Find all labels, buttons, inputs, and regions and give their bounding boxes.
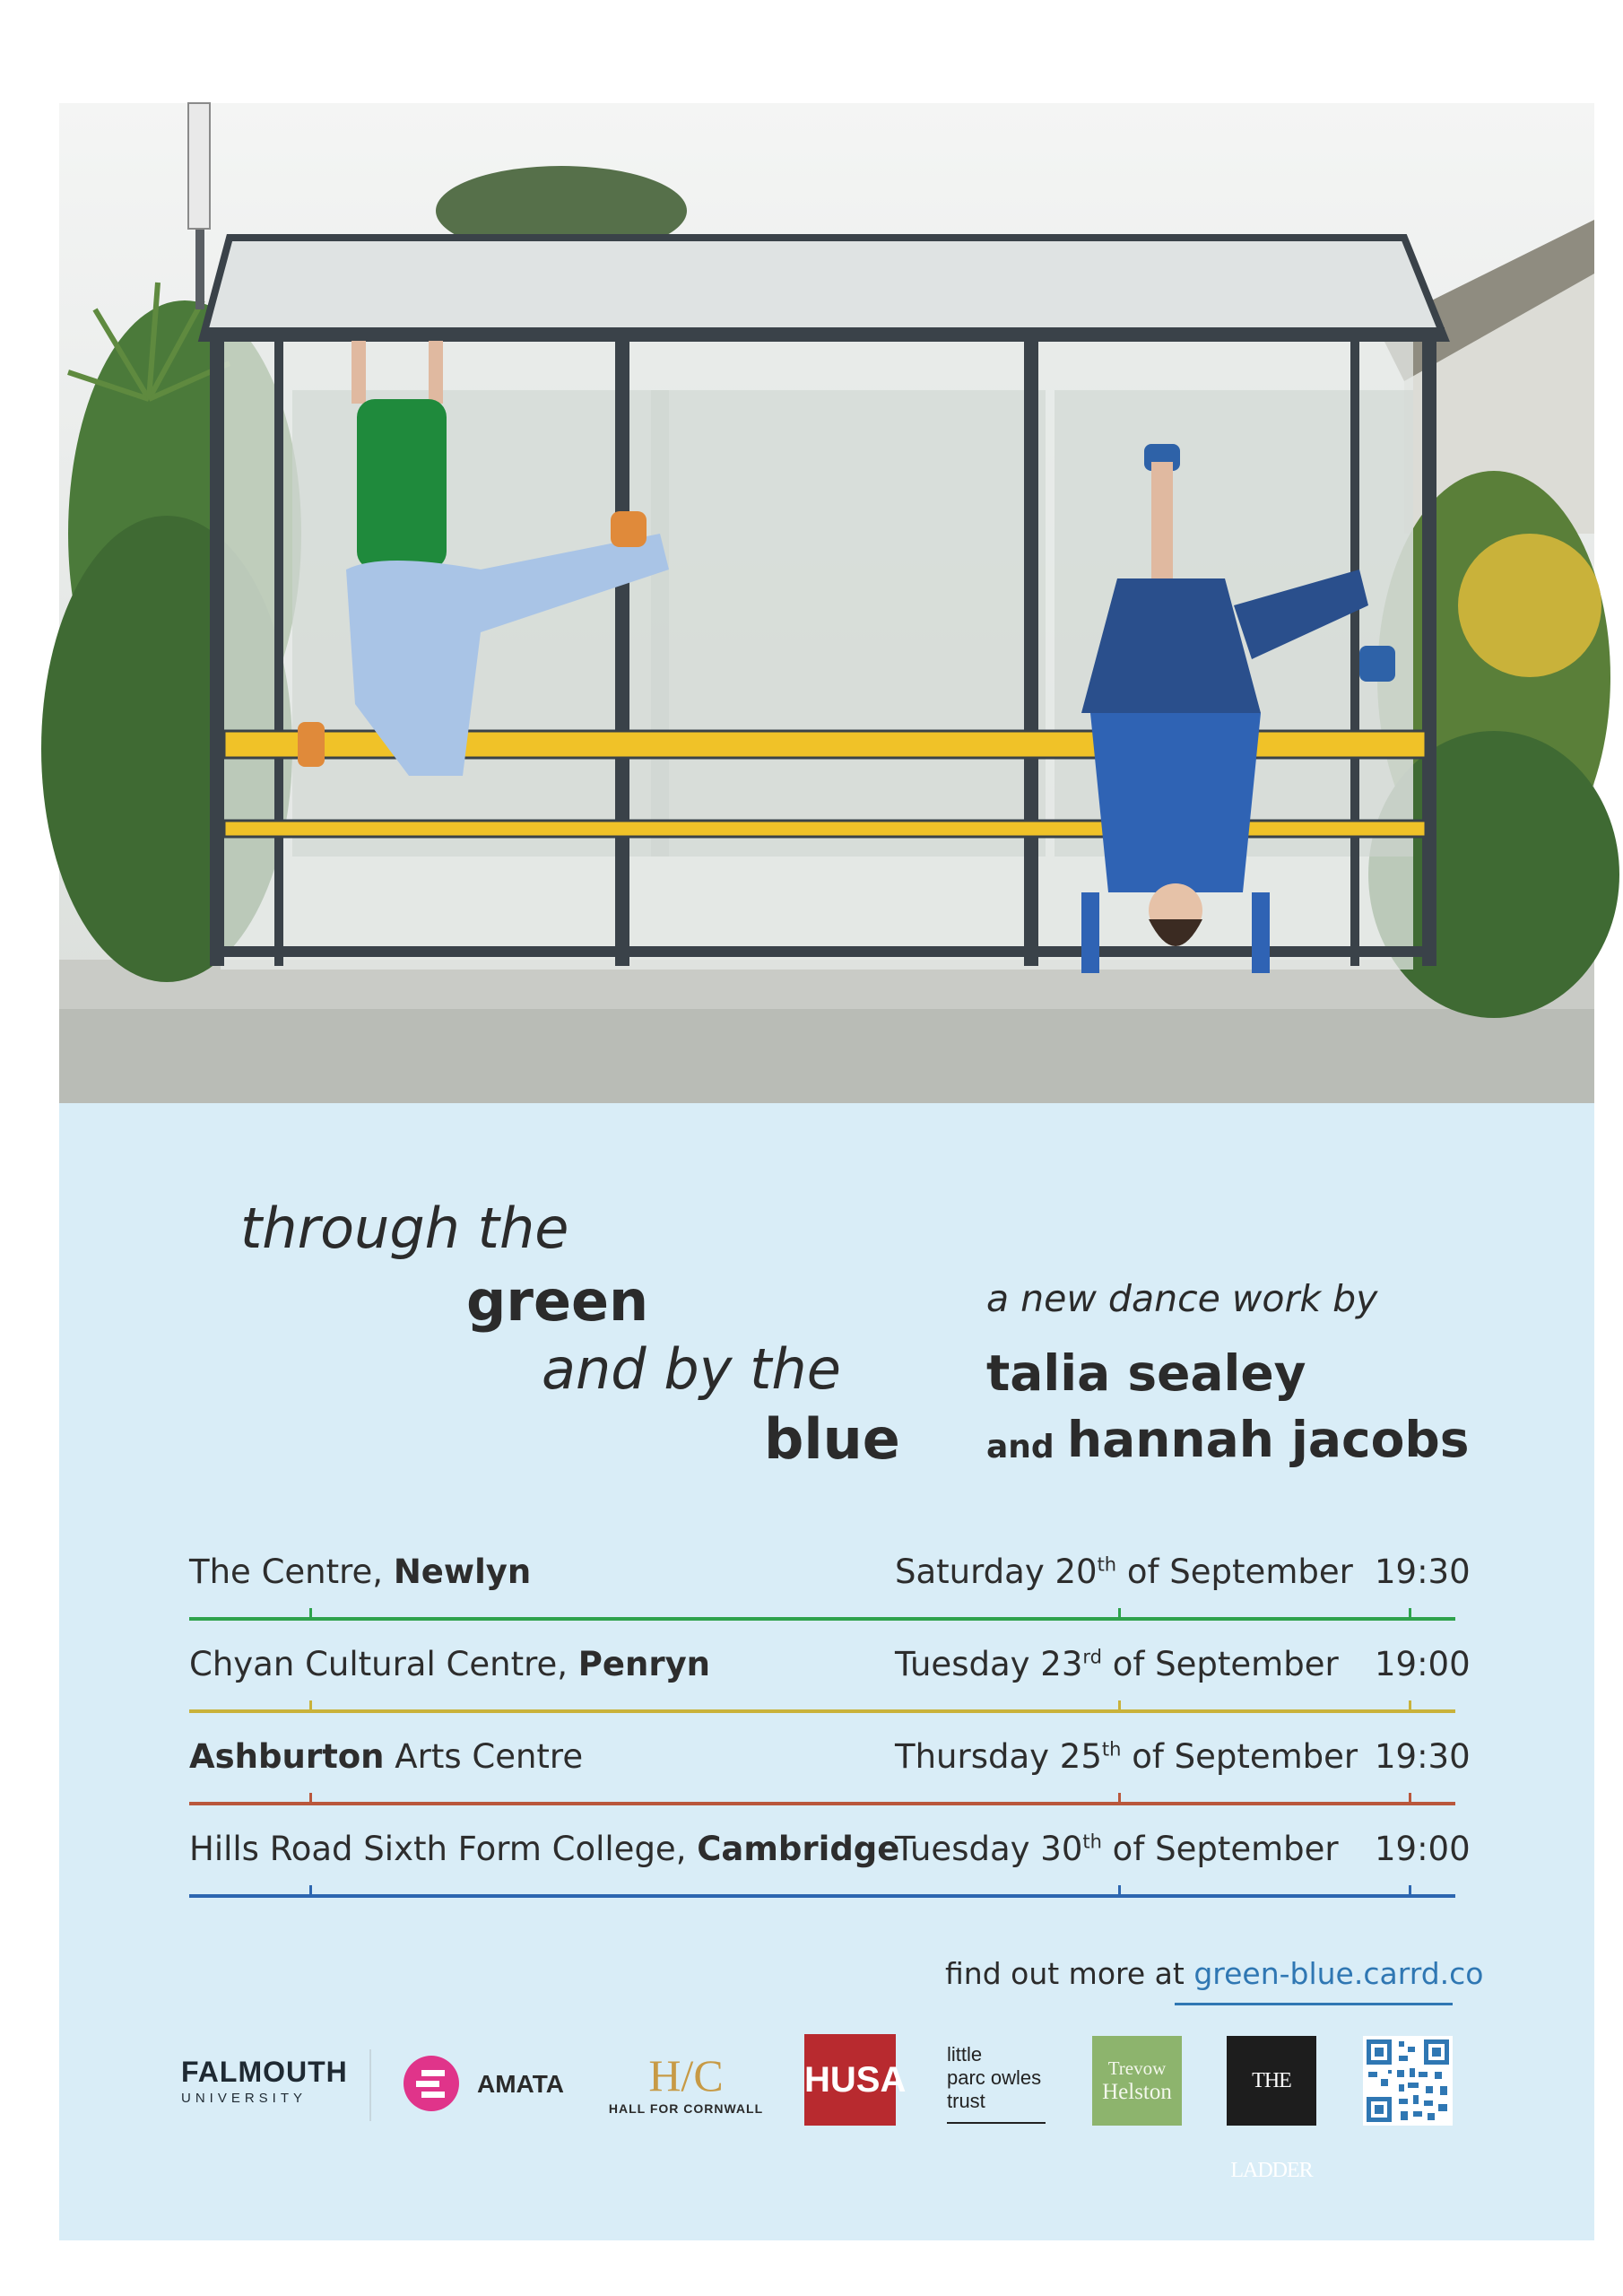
schedule-row: [189, 1737, 1471, 1811]
venue: Ashburton Arts Centre: [189, 1737, 584, 1776]
row-rule: [189, 1802, 1455, 1805]
logo-divider: [369, 2049, 371, 2121]
venue: Hills Road Sixth Form College, Cambridge: [189, 1830, 900, 1868]
little-parc-owles-trust-logo: little parc owles trust: [947, 2043, 1042, 2112]
venue: The Centre, Newlyn: [189, 1552, 532, 1591]
date: Thursday 25th of September: [895, 1737, 1358, 1776]
hero-photo: [59, 103, 1594, 1103]
time: 19:30: [1375, 1552, 1471, 1591]
row-rule: [189, 1617, 1455, 1621]
find-out-more-label: find out more at: [945, 1956, 1185, 1991]
title-line-3: and by the: [542, 1336, 841, 1402]
qr-code-icon[interactable]: [1363, 2036, 1453, 2126]
date: Saturday 20th of September: [895, 1552, 1353, 1591]
credit-conjunction: and: [986, 1429, 1055, 1465]
schedule-row: [189, 1830, 1471, 1903]
time: 19:00: [1375, 1645, 1471, 1683]
husa-logo: HUSA: [804, 2034, 896, 2126]
date: Tuesday 30th of September: [895, 1830, 1339, 1868]
credit-artist-1: talia sealey: [986, 1344, 1306, 1402]
falmouth-university-logo: FALMOUTH UNIVERSITY: [181, 2056, 348, 2106]
the-ladder-logo: THE LADDER: [1227, 2036, 1316, 2126]
hall-for-cornwall-logo: H/C HALL FOR CORNWALL: [608, 2050, 764, 2116]
time: 19:00: [1375, 1830, 1471, 1868]
row-rule: [189, 1894, 1455, 1898]
title-line-2: green: [466, 1268, 649, 1334]
date: Tuesday 23rd of September: [895, 1645, 1339, 1683]
trevow-helston-logo: Trevow Helston: [1092, 2036, 1182, 2126]
amata-icon: [402, 2054, 461, 2113]
venue: Chyan Cultural Centre, Penryn: [189, 1645, 711, 1683]
schedule-row: [189, 1645, 1471, 1718]
row-rule: [189, 1709, 1455, 1713]
credit-intro: a new dance work by: [986, 1277, 1378, 1320]
bus-shelter-illustration: [59, 103, 1594, 1103]
lpot-underline: [947, 2122, 1046, 2124]
credit-artist-2: hannah jacobs: [1067, 1411, 1470, 1468]
website-link[interactable]: green-blue.carrd.co: [1193, 1956, 1484, 1991]
title-line-4: blue: [764, 1406, 900, 1472]
amata-logo-text: AMATA: [477, 2070, 564, 2098]
title-line-1: through the: [240, 1196, 569, 1261]
schedule-row: [189, 1552, 1471, 1626]
time: 19:30: [1375, 1737, 1471, 1776]
find-out-more: [945, 1956, 1483, 1991]
link-underline: [1175, 2003, 1453, 2005]
